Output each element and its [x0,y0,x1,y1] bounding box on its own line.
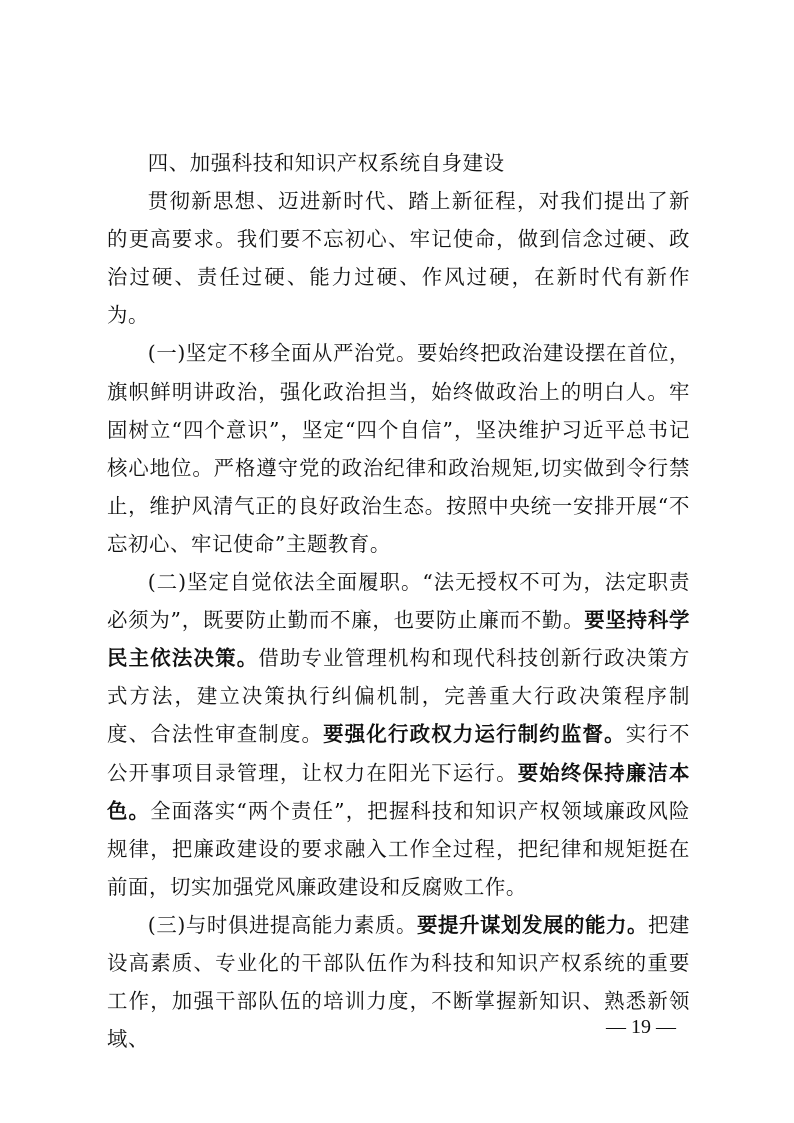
paragraph-2-bold-1: 要坚持科学民主依法决策。 [107,608,690,671]
paragraph-3-bold-1: 要提升谋划发展的能力。 [416,912,648,937]
paragraph-2-text-3: 全面落实“两个责任”，把握科技和知识产权领域廉政风险规律，把廉政建设的要求融入工作全过程，把纪律和规矩挺在前面，切实加强党风廉政建设和反腐败工作。 [107,798,690,899]
paragraph-2-bold-3: 要始终保持廉洁本色。 [107,760,690,823]
paragraph-1 [107,334,690,563]
section-heading: 四、加强科技和知识产权系统自身建设 [147,151,505,175]
paragraph-1-text: (一)坚定不移全面从严治党。要始终把政治建设摆在首位，旗帜鲜明讲政治，强化政治担当，始终做政治上的明白人。牢固树立“四个意识”，坚定“四个自信”，坚决维护习近平总书记核心地位。严格遵守党的政治纪律和政治规矩,切实做到令行禁止，维护风清气正的良好政治生态。按照中央统一安排开展“不忘初心、牢记使命”主题教育。 [107,341,690,556]
body-text [107,144,690,1058]
paragraph-2-bold-2: 要强化行政权力运行制约监督。 [323,722,626,747]
intro-paragraph: 贯彻新思想、迈进新时代、踏上新征程，对我们提出了新的更高要求。我们要不忘初心、牢记使命，做到信念过硬、政治过硬、责任过硬、能力过硬、作风过硬，在新时代有新作为。 [107,189,690,328]
page-number: — 19 — [606,1016,676,1038]
paragraph-2-text-1: 借助专业管理机构和现代科技创新行政决策方式方法，建立决策执行纠偏机制，完善重大行政决策程序制度、合法性审查制度。 [107,646,690,747]
paragraph-2-lead: (二)坚定自觉依法全面履职。“法无授权不可为，法定职责必须为”，既要防止勤而不廉，也要防止廉而不勤。 [107,570,690,633]
paragraph-2 [107,563,690,906]
paragraph-3-text-1: 把建设高素质、专业化的干部队伍作为科技和知识产权系统的重要工作，加强干部队伍的培训力度，不断掌握新知识、熟悉新领域、 [107,912,690,1052]
paragraph-2-text-2: 实行不公开事项目录管理，让权力在阳光下运行。 [107,722,690,785]
paragraph-3-lead: (三)与时俱进提高能力素质。 [147,912,417,937]
